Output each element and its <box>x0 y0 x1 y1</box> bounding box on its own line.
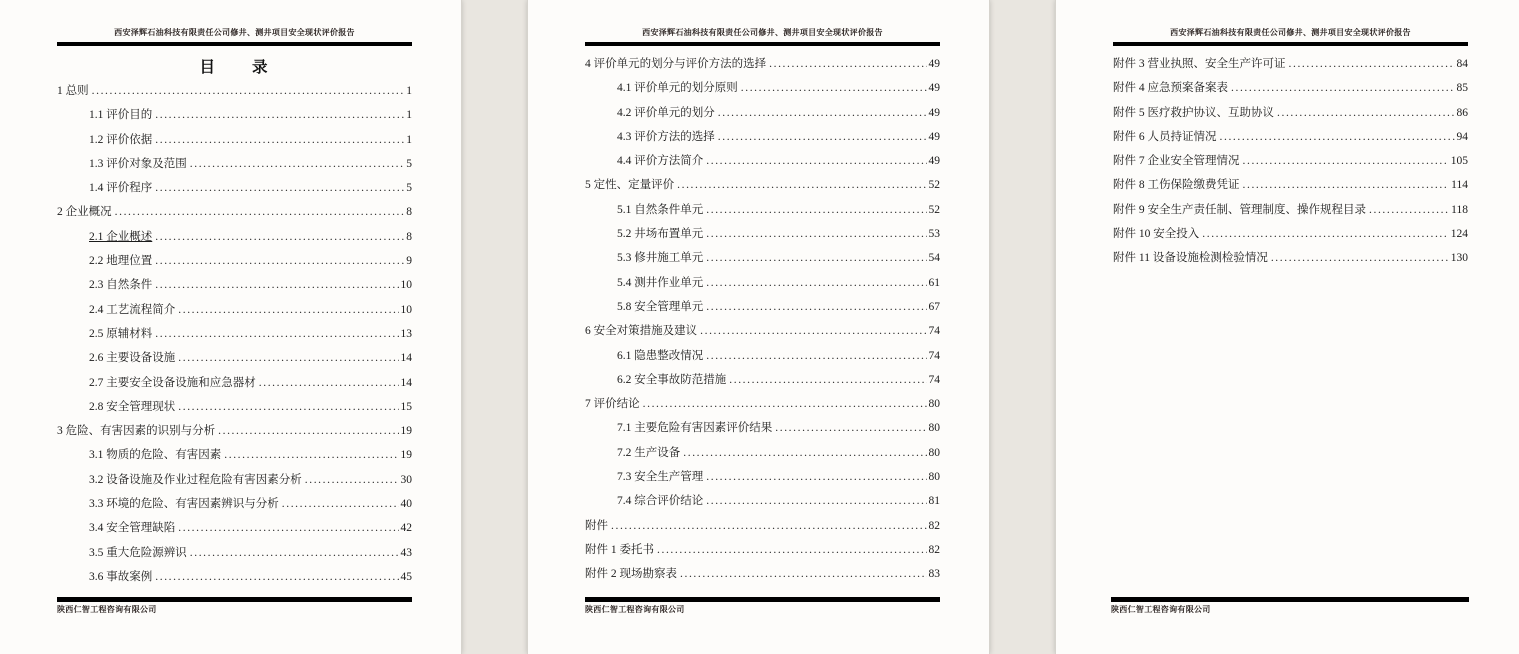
dot-leader <box>706 198 926 222</box>
toc-entry-label: 附件 8 工伤保险缴费凭证 <box>1113 179 1240 192</box>
dot-leader <box>677 173 926 197</box>
toc-entry-page-number: 52 <box>928 203 940 216</box>
toc-entry[interactable] <box>1113 76 1468 100</box>
toc-entry-page-number: 82 <box>928 543 940 556</box>
toc-entry-page-number: 9 <box>406 255 412 268</box>
toc-entry-label: 3 危险、有害因素的识别与分析 <box>57 425 216 438</box>
toc-entry[interactable] <box>585 295 940 319</box>
toc-entry[interactable] <box>585 441 940 465</box>
toc-entry-label: 2.1 企业概述 <box>89 230 153 243</box>
toc-entry-label: 5 定性、定量评价 <box>585 179 675 192</box>
toc-entry[interactable] <box>585 538 940 562</box>
dot-leader <box>706 246 926 270</box>
toc-entry-page-number: 1 <box>406 133 412 146</box>
toc-entry[interactable] <box>1113 198 1468 222</box>
dot-leader <box>282 492 399 516</box>
toc-entry[interactable] <box>57 443 412 467</box>
toc-entry-label: 附件 6 人员持证情况 <box>1113 130 1217 143</box>
toc-entry-label: 7 评价结论 <box>585 398 640 411</box>
toc-entry-page-number: 49 <box>928 82 940 95</box>
footer-rule <box>57 597 412 602</box>
dot-leader <box>643 392 927 416</box>
dot-leader <box>1277 101 1455 125</box>
footer-rule <box>1111 597 1469 602</box>
toc-entry-label: 5.4 测井作业单元 <box>617 276 704 289</box>
dot-leader <box>680 562 927 586</box>
dot-leader <box>706 295 926 319</box>
toc-entry-label: 4.4 评价方法简介 <box>617 155 704 168</box>
toc-entry[interactable] <box>57 516 412 540</box>
dot-leader <box>155 176 404 200</box>
dot-leader <box>155 249 404 273</box>
toc-entry-page-number: 114 <box>1451 179 1468 192</box>
toc-entry-page-number: 45 <box>400 570 412 583</box>
toc-entry-label: 5.2 井场布置单元 <box>617 228 704 241</box>
toc-entry-label: 2.7 主要安全设备设施和应急器材 <box>89 376 256 389</box>
toc-entry-label: 6.2 安全事故防范措施 <box>617 373 727 386</box>
toc-entry[interactable] <box>585 52 940 76</box>
page-footer <box>57 597 412 615</box>
toc-entry-label: 3.4 安全管理缺陷 <box>89 522 176 535</box>
dot-leader <box>259 371 399 395</box>
toc-entry-label: 2.4 工艺流程简介 <box>89 303 176 316</box>
dot-leader <box>706 344 926 368</box>
toc-entry-page-number: 130 <box>1450 252 1468 265</box>
toc-entry[interactable] <box>585 465 940 489</box>
toc-entry-page-number: 1 <box>406 85 412 97</box>
toc-entry-page-number: 15 <box>400 400 412 413</box>
toc-entry[interactable] <box>57 200 412 224</box>
toc-entry[interactable] <box>57 492 412 516</box>
dot-leader <box>1220 125 1455 149</box>
dot-leader <box>218 419 398 443</box>
toc-entry-label: 5.1 自然条件单元 <box>617 203 704 216</box>
toc-entry[interactable] <box>585 76 940 100</box>
toc-entry[interactable] <box>585 344 940 368</box>
page-header-title: 西安泽辉石油科技有限责任公司修井、测井项目安全现状评价报告 <box>1170 28 1411 37</box>
footer-rule <box>585 597 940 602</box>
toc-entry-page-number: 43 <box>400 546 412 559</box>
toc-entry[interactable] <box>57 371 412 395</box>
toc-entry-page-number: 30 <box>400 473 412 486</box>
dot-leader <box>155 225 404 249</box>
footer-company: 陕西仁智工程咨询有限公司 <box>585 604 685 614</box>
toc-entry[interactable] <box>57 298 412 322</box>
toc-entry-page-number: 118 <box>1451 203 1468 216</box>
dot-leader <box>729 368 926 392</box>
toc-entry[interactable] <box>585 198 940 222</box>
toc-entry-page-number: 86 <box>1456 106 1468 119</box>
toc-entry-label: 2.5 原辅材料 <box>89 327 153 340</box>
header-rule <box>57 42 412 47</box>
dot-leader <box>706 465 926 489</box>
toc-entry[interactable] <box>585 101 940 125</box>
dot-leader <box>155 103 404 127</box>
dot-leader <box>115 200 405 224</box>
toc-entry[interactable] <box>57 419 412 443</box>
footer-company: 陕西仁智工程咨询有限公司 <box>1111 604 1211 614</box>
toc-entry-page-number: 83 <box>928 568 940 581</box>
toc-entry[interactable] <box>1113 149 1468 173</box>
toc-entry-page-number: 14 <box>400 376 412 389</box>
dot-leader <box>775 416 926 440</box>
dot-leader <box>155 273 398 297</box>
toc-entry-page-number: 19 <box>400 449 412 462</box>
toc-entry-page-number: 84 <box>1456 58 1468 70</box>
toc-entry-label: 3.6 事故案例 <box>89 570 153 583</box>
toc-entry[interactable] <box>57 395 412 419</box>
toc-entry-page-number: 105 <box>1450 155 1468 168</box>
toc-entry-label: 1.4 评价程序 <box>89 182 153 195</box>
toc-entry-label: 2.8 安全管理现状 <box>89 400 176 413</box>
toc-entry[interactable] <box>585 222 940 246</box>
toc-entry-page-number: 19 <box>400 425 412 438</box>
toc-entry-label: 附件 7 企业安全管理情况 <box>1113 155 1240 168</box>
toc-heading: 目 录 <box>199 59 270 76</box>
toc-entry[interactable] <box>1113 125 1468 149</box>
toc-entry[interactable] <box>57 176 412 200</box>
toc-entry-label: 2 企业概况 <box>57 206 112 219</box>
dot-leader <box>155 322 398 346</box>
toc-entry-page-number: 81 <box>928 495 940 508</box>
toc-entry-label: 2.6 主要设备设施 <box>89 352 176 365</box>
toc-entry-page-number: 10 <box>400 279 412 292</box>
page-header-title: 西安泽辉石油科技有限责任公司修井、测井项目安全现状评价报告 <box>642 28 883 37</box>
toc-entries <box>585 52 940 587</box>
toc-entry[interactable] <box>57 128 412 152</box>
dot-leader <box>1243 149 1449 173</box>
dot-leader <box>718 125 927 149</box>
dot-leader <box>178 298 398 322</box>
document-page-2 <box>527 0 990 654</box>
dot-leader <box>305 468 399 492</box>
page-footer <box>585 597 940 615</box>
toc-entry[interactable] <box>585 514 940 538</box>
toc-entry-label: 3.2 设备设施及作业过程危险有害因素分析 <box>89 473 302 486</box>
dot-leader <box>706 222 926 246</box>
toc-entry-page-number: 13 <box>400 327 412 340</box>
toc-entry-label: 1 总则 <box>57 85 89 97</box>
toc-entry[interactable] <box>57 79 412 103</box>
dot-leader <box>769 52 926 76</box>
dot-leader <box>1369 198 1449 222</box>
toc-entry[interactable] <box>1113 173 1468 197</box>
toc-entries <box>57 79 412 589</box>
toc-entry-page-number: 80 <box>928 398 940 411</box>
toc-entry-page-number: 49 <box>928 130 940 143</box>
toc-entry-label: 7.4 综合评价结论 <box>617 495 704 508</box>
toc-entry[interactable] <box>585 416 940 440</box>
toc-entry-page-number: 74 <box>928 349 940 362</box>
toc-entry-label: 1.1 评价目的 <box>89 109 153 122</box>
toc-entry-page-number: 49 <box>928 155 940 168</box>
toc-entry[interactable] <box>1113 52 1468 76</box>
toc-entry[interactable] <box>585 368 940 392</box>
dot-leader <box>1202 222 1449 246</box>
dot-leader <box>155 565 398 589</box>
toc-entry[interactable] <box>57 541 412 565</box>
toc-entry-page-number: 80 <box>928 446 940 459</box>
toc-entry-label: 6 安全对策措施及建议 <box>585 325 698 338</box>
header-rule <box>585 42 940 47</box>
toc-entry[interactable] <box>585 125 940 149</box>
toc-entry-label: 附件 1 委托书 <box>585 543 654 556</box>
footer-company: 陕西仁智工程咨询有限公司 <box>57 604 157 614</box>
dot-leader <box>706 489 926 513</box>
toc-entry-page-number: 80 <box>928 422 940 435</box>
dot-leader <box>706 149 926 173</box>
dot-leader <box>1243 173 1450 197</box>
toc-entry-page-number: 52 <box>928 179 940 192</box>
toc-entry-label: 附件 2 现场勘察表 <box>585 568 677 581</box>
dot-leader <box>190 152 405 176</box>
dot-leader <box>741 76 927 100</box>
toc-entry-label: 附件 4 应急预案备案表 <box>1113 82 1228 95</box>
toc-entry-label: 4 评价单元的划分与评价方法的选择 <box>585 58 767 70</box>
toc-entry[interactable] <box>1113 222 1468 246</box>
toc-entry[interactable] <box>57 346 412 370</box>
toc-entry-page-number: 54 <box>928 252 940 265</box>
dot-leader <box>706 271 926 295</box>
toc-entry-page-number: 10 <box>400 303 412 316</box>
toc-entry-label: 7.2 生产设备 <box>617 446 681 459</box>
dot-leader <box>683 441 926 465</box>
toc-entry-page-number: 94 <box>1456 130 1468 143</box>
toc-entry-page-number: 124 <box>1450 228 1468 241</box>
toc-entry-label: 1.3 评价对象及范围 <box>89 157 187 170</box>
toc-entry-page-number: 5 <box>406 157 412 170</box>
dot-leader <box>224 443 398 467</box>
dot-leader <box>1271 246 1449 270</box>
toc-entry-label: 3.1 物质的危险、有害因素 <box>89 449 222 462</box>
toc-entry[interactable] <box>585 246 940 270</box>
dot-leader <box>718 101 927 125</box>
toc-entry[interactable] <box>585 271 940 295</box>
toc-entry[interactable] <box>57 322 412 346</box>
toc-entry-page-number: 74 <box>928 325 940 338</box>
toc-entry[interactable] <box>585 173 940 197</box>
page-header-title: 西安泽辉石油科技有限责任公司修井、测井项目安全现状评价报告 <box>114 28 355 37</box>
toc-entry[interactable] <box>585 319 940 343</box>
toc-entry-label: 4.3 评价方法的选择 <box>617 130 715 143</box>
toc-entry-label: 附件 11 设备设施检测检验情况 <box>1113 252 1268 265</box>
toc-entry-label: 7.1 主要危险有害因素评价结果 <box>617 422 773 435</box>
toc-entry-page-number: 42 <box>400 522 412 535</box>
toc-entry-page-number: 14 <box>400 352 412 365</box>
toc-entry-page-number: 1 <box>406 109 412 122</box>
document-page-1 <box>0 0 462 654</box>
toc-entry-page-number: 80 <box>928 471 940 484</box>
toc-entry[interactable] <box>57 225 412 249</box>
toc-entry-label: 3.3 环境的危险、有害因素辨识与分析 <box>89 498 279 511</box>
toc-entry[interactable] <box>57 273 412 297</box>
toc-entry-label: 2.3 自然条件 <box>89 279 153 292</box>
toc-entry-label: 1.2 评价依据 <box>89 133 153 146</box>
toc-entry[interactable] <box>1113 101 1468 125</box>
dot-leader <box>178 395 398 419</box>
toc-entry-page-number: 61 <box>928 276 940 289</box>
toc-entry-label: 附件 10 安全投入 <box>1113 228 1200 241</box>
toc-entry-label: 4.1 评价单元的划分原则 <box>617 82 738 95</box>
dot-leader <box>155 128 404 152</box>
toc-entry-label: 4.2 评价单元的划分 <box>617 106 715 119</box>
dot-leader <box>1289 52 1455 76</box>
toc-entry-label: 2.2 地理位置 <box>89 255 153 268</box>
toc-entry[interactable] <box>57 565 412 589</box>
toc-entry-label: 附件 5 医疗救护协议、互助协议 <box>1113 106 1274 119</box>
toc-entry-label: 附件 3 营业执照、安全生产许可证 <box>1113 58 1286 70</box>
dot-leader <box>611 514 927 538</box>
toc-entry[interactable] <box>57 468 412 492</box>
toc-entry-label: 5.8 安全管理单元 <box>617 300 704 313</box>
toc-entry[interactable] <box>585 562 940 586</box>
toc-entry-label: 6.1 隐患整改情况 <box>617 349 704 362</box>
toc-entry[interactable] <box>585 149 940 173</box>
page-footer <box>1111 597 1469 615</box>
toc-entry-label: 3.5 重大危险源辨识 <box>89 546 187 559</box>
toc-entry-page-number: 67 <box>928 300 940 313</box>
toc-entry-page-number: 40 <box>400 498 412 511</box>
toc-entry[interactable] <box>585 489 940 513</box>
dot-leader <box>657 538 927 562</box>
toc-entry-page-number: 53 <box>928 228 940 241</box>
dot-leader <box>92 79 405 103</box>
toc-entry-page-number: 85 <box>1456 82 1468 95</box>
toc-entry-page-number: 49 <box>928 58 940 70</box>
header-rule <box>1113 42 1468 47</box>
dot-leader <box>178 346 398 370</box>
toc-entry[interactable] <box>57 103 412 127</box>
toc-entry-page-number: 49 <box>928 106 940 119</box>
toc-entry[interactable] <box>585 392 940 416</box>
dot-leader <box>700 319 926 343</box>
toc-entry-label: 5.3 修井施工单元 <box>617 252 704 265</box>
toc-entry[interactable] <box>57 152 412 176</box>
toc-entry-label: 7.3 安全生产管理 <box>617 471 704 484</box>
toc-entry-label: 附件 <box>585 519 608 532</box>
toc-entries <box>1113 52 1468 271</box>
dot-leader <box>190 541 399 565</box>
toc-entry-page-number: 82 <box>928 519 940 532</box>
toc-entry-page-number: 8 <box>406 230 412 243</box>
toc-entry-page-number: 74 <box>928 373 940 386</box>
toc-entry-page-number: 5 <box>406 182 412 195</box>
document-page-3 <box>1055 0 1519 654</box>
toc-entry-label: 附件 9 安全生产责任制、管理制度、操作规程目录 <box>1113 203 1366 216</box>
dot-leader <box>1231 76 1455 100</box>
dot-leader <box>178 516 398 540</box>
toc-entry[interactable] <box>57 249 412 273</box>
toc-entry-page-number: 8 <box>406 206 412 219</box>
toc-entry[interactable] <box>1113 246 1468 270</box>
